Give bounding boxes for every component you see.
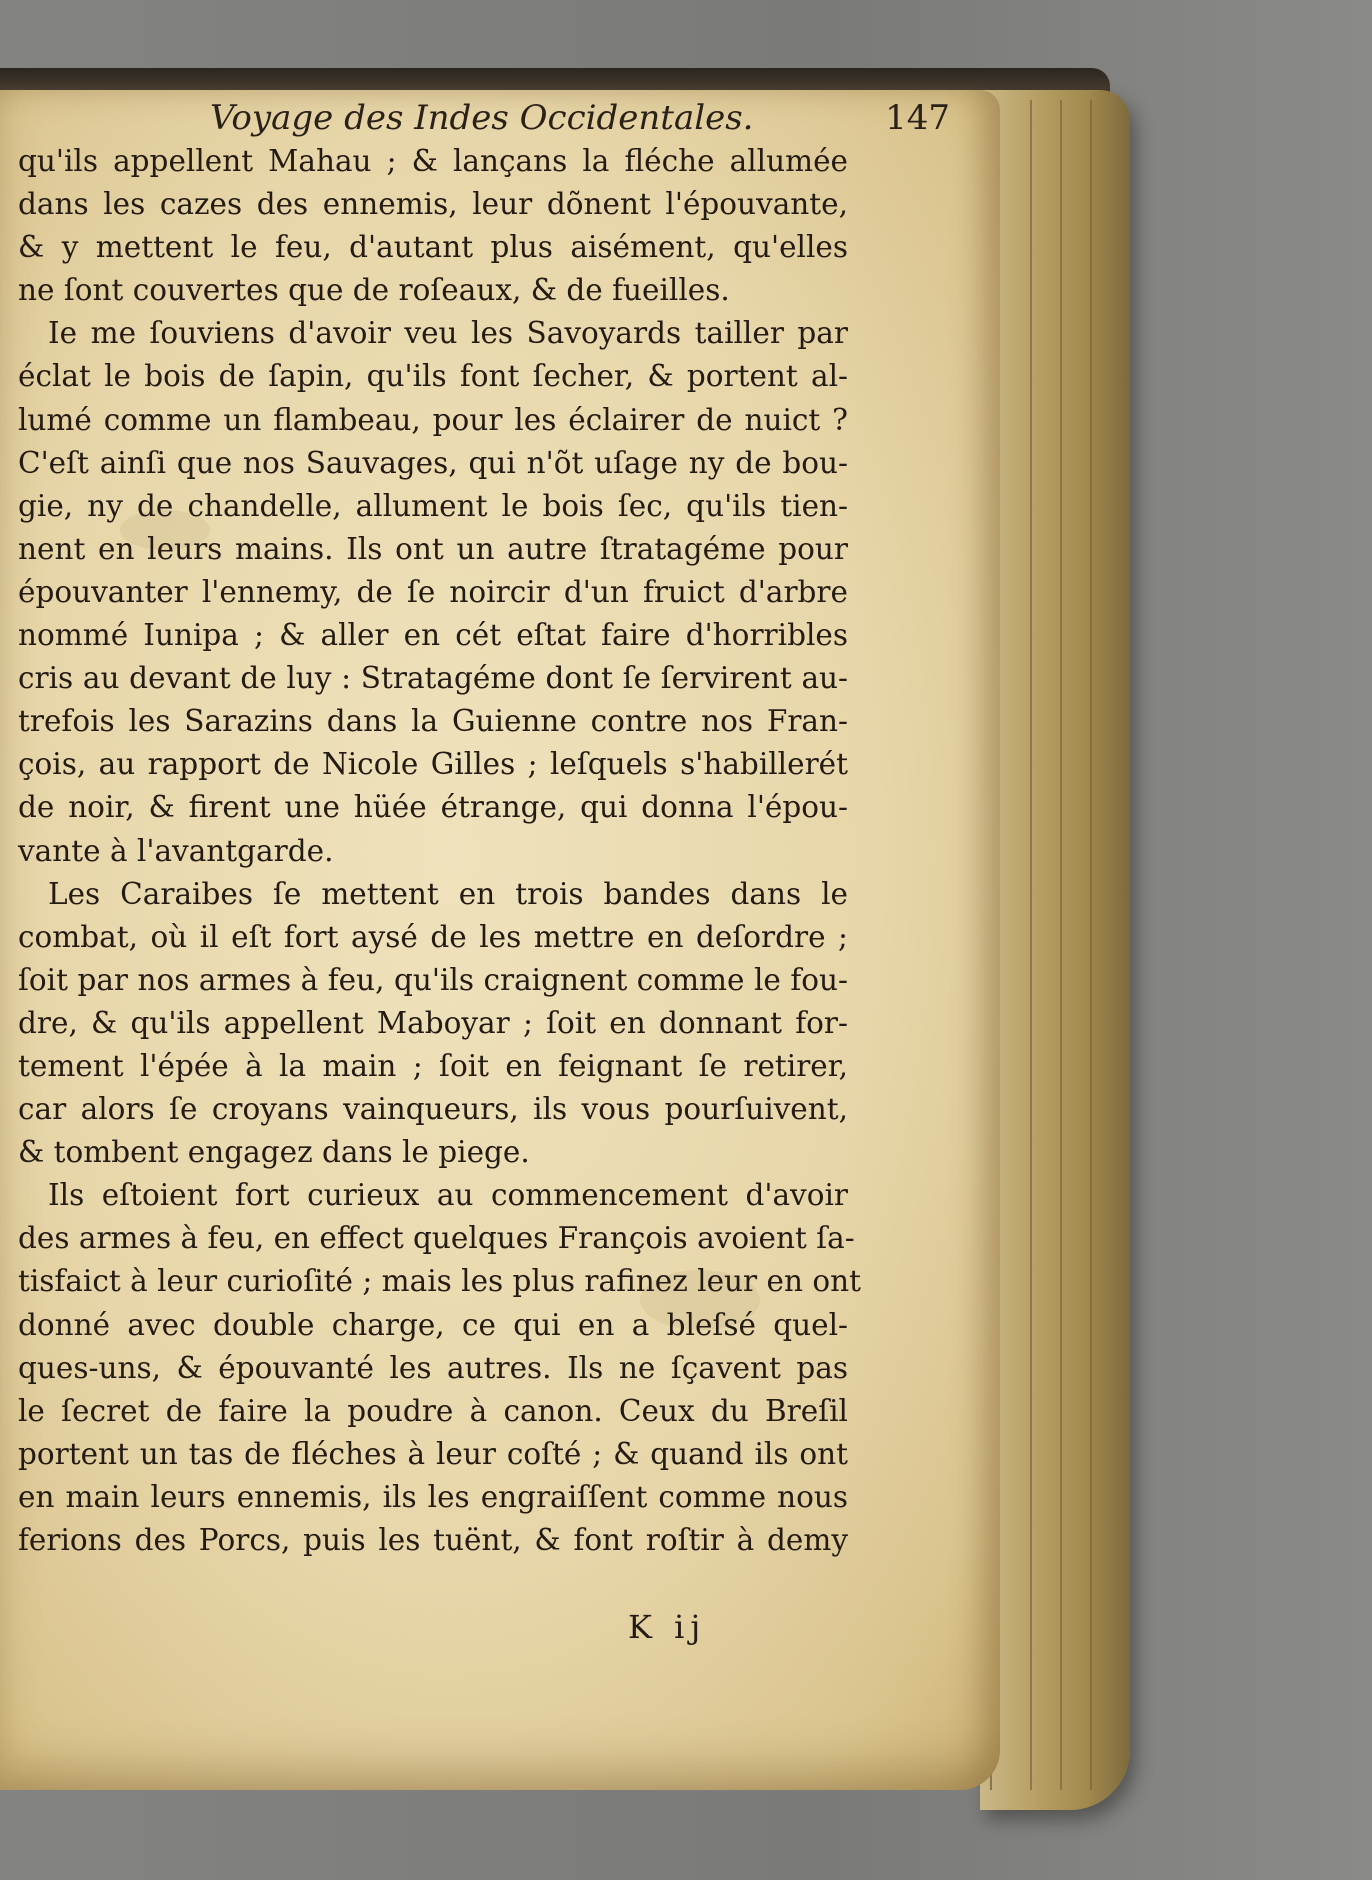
- text-line: ques-uns, & épouvanté les autres. Ils ne ſçavent pas: [18, 1350, 848, 1385]
- text-line: dans les cazes des ennemis, leur dõnent l'épouvante,: [18, 187, 848, 222]
- text-line: nommé Iunipa ; & aller en cét eſtat faire d'horribles: [18, 618, 848, 653]
- text-line: ferions des Porcs, puis les tuënt, & font roſtir à demy: [18, 1523, 848, 1557]
- text-line: en main leurs ennemis, ils les engraiſſent comme nous: [18, 1479, 848, 1514]
- text-line: ſoit par nos armes à feu, qu'ils craignent comme le fou-: [18, 962, 848, 997]
- text-line: le ſecret de faire la poudre à canon. Ceux du Breſil: [18, 1393, 848, 1428]
- page-stack-edge: [980, 90, 1130, 1810]
- text-line: des armes à feu, en effect quelques François avoient ſa-: [18, 1221, 855, 1256]
- running-head-title: Voyage des Indes Occidentales.: [210, 98, 754, 138]
- text-line: portent un tas de fléches à leur coſté ; & quand ils ont: [18, 1436, 848, 1471]
- text-line: trefois les Sarazins dans la Guienne contre nos Fran-: [18, 704, 848, 739]
- text-line: nent en leurs mains. Ils ont un autre ſtratagéme pour: [18, 531, 848, 566]
- body-text: [18, 140, 861, 1562]
- text-line: qu'ils appellent Mahau ; & lançans la fléche allumée: [18, 144, 848, 178]
- text-line: tement l'épée à la main ; ſoit en feignant ſe retirer,: [18, 1048, 848, 1083]
- text-line: dre, & qu'ils appellent Maboyar ; ſoit en donnant for-: [18, 1005, 848, 1040]
- text-line: donné avec double charge, ce qui en a bleſsé quel-: [18, 1307, 848, 1342]
- text-line: de noir, & firent une hüée étrange, qui donna l'épou-: [18, 790, 848, 825]
- text-line: çois, au rapport de Nicole Gilles ; leſquels s'habillerét: [18, 747, 848, 782]
- text-line: & y mettent le feu, d'autant plus aisément, qu'elles: [18, 230, 848, 265]
- text-line: cris au devant de luy : Stratagéme dont ſe ſervirent au-: [18, 661, 848, 696]
- text-line: car alors ſe croyans vainqueurs, ils vous pourſuivent,: [18, 1092, 848, 1127]
- text-line: Ie me ſouviens d'avoir veu les Savoyards tailler par: [48, 316, 848, 351]
- text-line: combat, où il eſt fort aysé de les mettre en deſordre ;: [18, 919, 848, 954]
- text-line: gie, ny de chandelle, allument le bois ſec, qu'ils tien-: [18, 488, 848, 523]
- text-line: lumé comme un flambeau, pour les éclairer de nuict ?: [18, 402, 848, 437]
- text-line: tisfaict à leur curioſité ; mais les plus rafinez leur en ont: [18, 1264, 861, 1299]
- signature-mark: K ij: [628, 1608, 707, 1646]
- page-number: 147: [885, 98, 950, 138]
- text-line: C'eſt ainſi que nos Sauvages, qui n'õt uſage ny de bou-: [18, 445, 848, 480]
- text-line: éclat le bois de ſapin, qu'ils font ſecher, & portent al-: [18, 359, 848, 394]
- text-line: épouvanter l'ennemy, de ſe noircir d'un fruict d'arbre: [18, 574, 848, 609]
- text-line: & tombent engagez dans le piege.: [18, 1135, 530, 1170]
- text-line: Ils eſtoient fort curieux au commencement d'avoir: [48, 1178, 848, 1213]
- text-line: vante à l'avantgarde.: [18, 833, 334, 868]
- text-line: ne ſont couvertes que de roſeaux, & de fueilles.: [18, 273, 730, 308]
- text-line: Les Caraibes ſe mettent en trois bandes dans le: [48, 876, 848, 911]
